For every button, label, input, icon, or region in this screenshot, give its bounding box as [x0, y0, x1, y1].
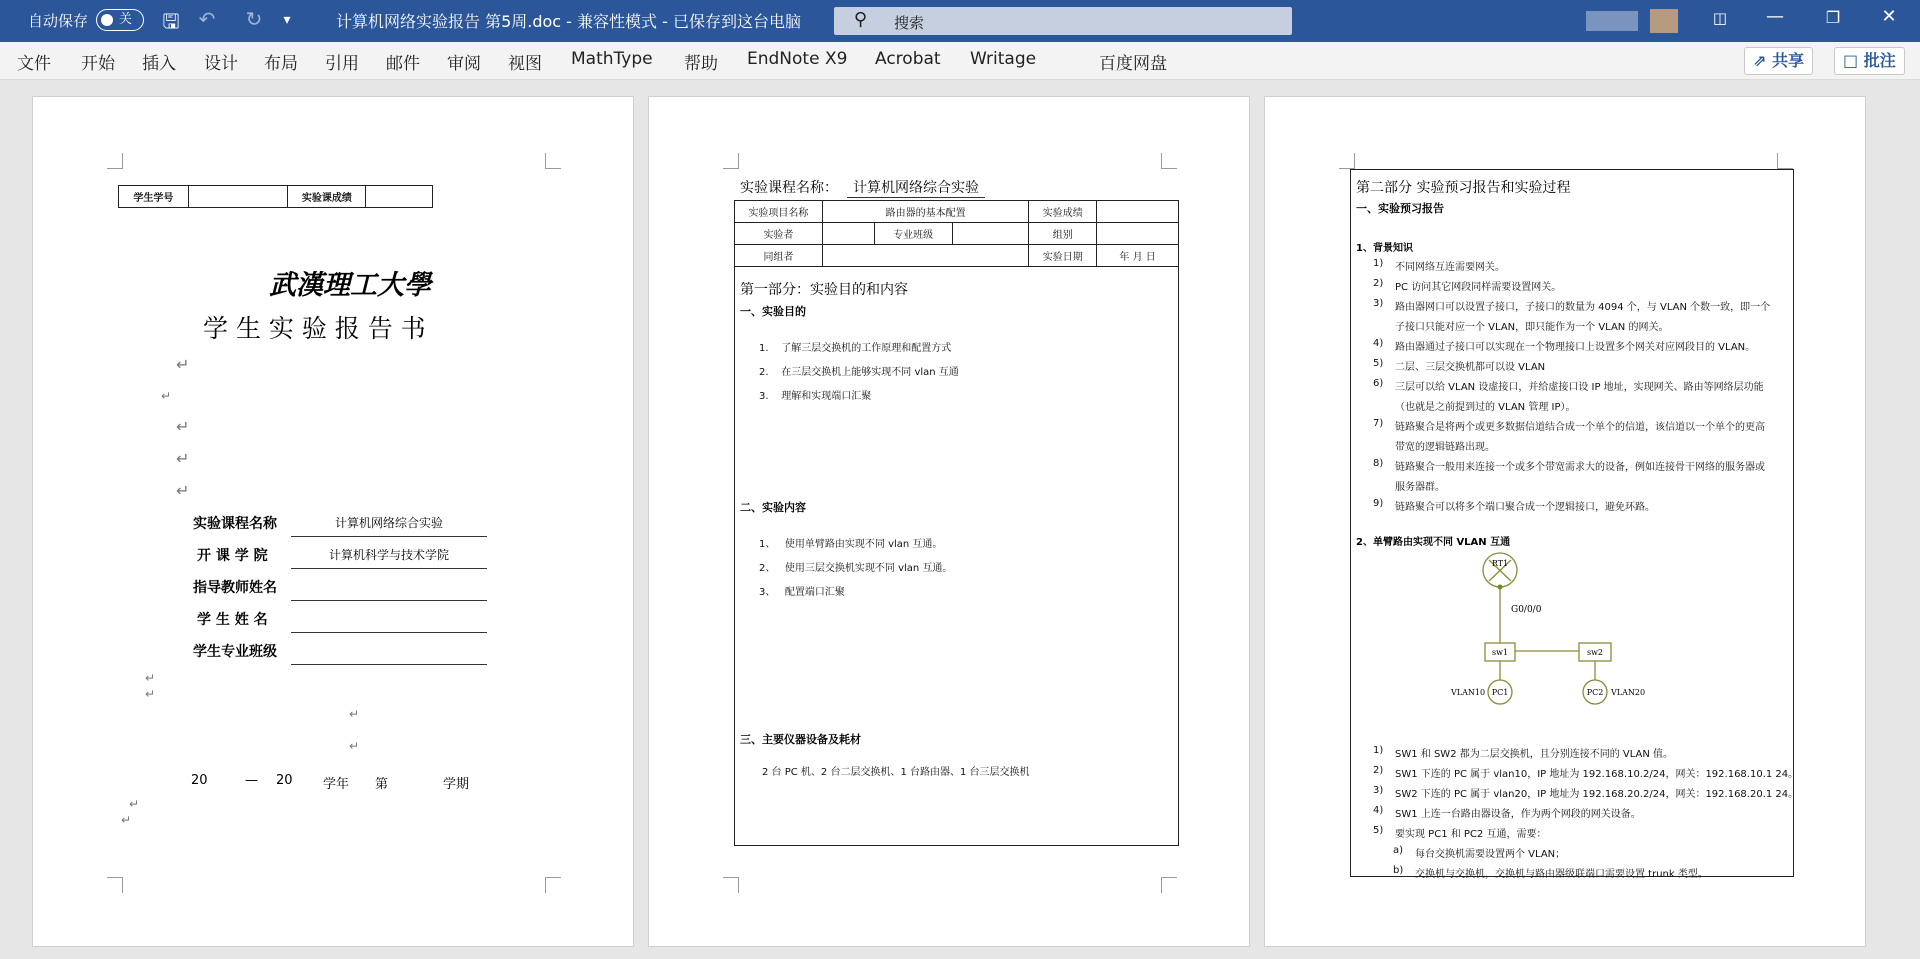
tab-help[interactable]: 帮助 — [684, 54, 718, 74]
list-item: （也就是之前提到过的 VLAN 管理 IP）。 — [1395, 402, 1576, 413]
port-dot — [1498, 585, 1503, 590]
search-placeholder: 搜索 — [894, 14, 925, 32]
list-item: 链路聚合一般用来连接一个或多个带宽需求大的设备，例如连接骨干网络的服务器或 — [1395, 462, 1765, 473]
school-value[interactable]: 计算机科学与技术学院 — [291, 543, 487, 569]
paragraph-mark: ↵ — [176, 417, 190, 436]
background-title: 1、背景知识 — [1356, 243, 1413, 254]
list-item: 服务器群。 — [1395, 482, 1445, 493]
course-label: 实验课程名称： — [740, 180, 838, 196]
vlan10-label: VLAN10 — [1451, 688, 1486, 697]
share-button[interactable]: ⇗ 共享 — [1744, 47, 1813, 75]
crop-mark — [545, 153, 561, 169]
advisor-value[interactable] — [291, 575, 487, 601]
part2-title: 第二部分 实验预习报告和实验过程 — [1356, 180, 1571, 196]
paragraph-mark: ↵ — [176, 449, 190, 468]
list-item: 链路聚合是将两个或更多数据信道结合成一个单个的信道，该信道以一个单个的更高 — [1395, 422, 1765, 433]
list-item: 子接口只能对应一个 VLAN，即只能作为一个 VLAN 的网关。 — [1395, 322, 1669, 333]
ribbon-tabs — [0, 42, 1920, 80]
tab-design[interactable]: 设计 — [204, 54, 238, 74]
page-3[interactable]: 第二部分 实验预习报告和实验过程 一、实验预习报告 1、背景知识 1) 不同网络互连需要网关。 2) PC 访问其它网段同样需要设置网关。 3) 路由器网口可以设置子接口，子接口的数量为 4094 个，与 VLAN 个数一致，即一个 子接口只能对应一个 VLAN，即只能作为一个 VLAN 的网关。 4) 路由器通过子接口可以实现在一个物理接口上设置多个网关对应网段目的 VLAN。 5) 二层、三层交换机都可以设 VLAN 6) 三层可以给 VLAN 设虚接口，并给虚接口设 IP 地址，实现网关、路由等网络层功能 （也就是之前提到过的 VLAN 管理 IP）。 7) 链路聚合是将两个或更多数据信道结合成一个单个的信道，该信道以一个单个的更高 带宽的逻辑链路出现。 8) 链路聚合一般用来连接一个或多个带宽需求大的设备，例如连接骨干网络的服务器或 服务器群。 9) 链路聚合可以将多个端口聚合成一个逻辑接口，避免环路。 2、单臂路由实现不同 VLAN 互通 RT1 G0/0/0 sw1 sw2 PC1 PC2 VLAN10 VLAN20 1) SW1 和 SW2 都为二层交换机，且分别连接不同的 VLAN 值。 2) SW1 下连的 PC 属于 vlan10，IP 地址为 192.168.10.2/24，网关：192.168.10.1 24。 3) SW2 下连的 PC 属于 vlan20，IP 地址为 192.168.20.2/24，网关：192.168.20.1 24。 4) SW1 上连一台路由器设备，作为两个网段的网关设备。 5) 要实现 PC1 和 PC2 互通，需要： a) 每台交换机需要设置两个 VLAN； b) 交换机与交换机，交换机与路由器级联端口需要设置 trunk 类型。 — [1264, 96, 1866, 947]
paragraph-mark: ↵ — [129, 797, 140, 811]
major-class-label: 学生专业班级 — [193, 644, 277, 660]
tab-baidu-netdisk[interactable]: 百度网盘 — [1099, 54, 1167, 74]
sw1-label: sw1 — [1491, 648, 1509, 657]
paragraph-mark: ↵ — [161, 389, 172, 403]
redo-icon[interactable]: ↻ — [245, 7, 263, 31]
autosave-toggle[interactable]: 关 — [96, 9, 144, 31]
list-item: 路由器通过子接口可以实现在一个物理接口上设置多个网关对应网段目的 VLAN。 — [1395, 342, 1756, 353]
tab-acrobat[interactable]: Acrobat — [875, 49, 941, 69]
search-box[interactable] — [834, 7, 1292, 35]
paragraph-mark: ↵ — [349, 707, 360, 721]
crop-mark — [723, 877, 739, 893]
section-equipment-title: 三、主要仪器设备及耗材 — [740, 733, 861, 746]
close-icon[interactable]: ✕ — [1881, 6, 1897, 27]
undo-icon[interactable]: ↶ — [198, 7, 216, 31]
comment-icon: □ — [1843, 51, 1864, 70]
grade-value[interactable] — [366, 186, 433, 208]
crop-mark — [1161, 153, 1177, 169]
share-icon: ⇗ — [1753, 51, 1772, 70]
paragraph-mark: ↵ — [121, 813, 132, 827]
course-name: 计算机网络综合实验 — [847, 177, 985, 198]
grade-label: 实验课成绩 — [288, 186, 366, 208]
paragraph-mark: ↵ — [349, 739, 360, 753]
list-item: 要实现 PC1 和 PC2 互通，需要： — [1395, 829, 1547, 840]
paragraph-mark: ↵ — [176, 355, 190, 374]
list-item: SW1 和 SW2 都为二层交换机，且分别连接不同的 VLAN 值。 — [1395, 749, 1674, 760]
comments-button[interactable]: □ 批注 — [1834, 47, 1905, 75]
purpose-item: 1. 了解三层交换机的工作原理和配置方式 — [759, 343, 952, 354]
tab-endnote[interactable]: EndNote X9 — [747, 49, 848, 69]
purpose-item: 2. 在三层交换机上能够实现不同 vlan 互通 — [759, 367, 959, 378]
list-item: 二层、三层交换机都可以设 VLAN — [1395, 362, 1546, 373]
section-content-title: 二、实验内容 — [740, 501, 806, 514]
autosave-label: 自动保存 — [28, 12, 89, 30]
vlan20-label: VLAN20 — [1611, 688, 1646, 697]
search-icon: ⚲ — [854, 9, 868, 30]
content-item: 1、 使用单臂路由实现不同 vlan 互通。 — [759, 539, 943, 550]
list-item: 交换机与交换机，交换机与路由器级联端口需要设置 trunk 类型。 — [1415, 869, 1708, 880]
list-item: SW1 下连的 PC 属于 vlan10，IP 地址为 192.168.10.2/24，网关：192.168.10.1 24。 — [1395, 769, 1799, 780]
list-item: 带宽的逻辑链路出现。 — [1395, 442, 1495, 453]
paragraph-mark: ↵ — [145, 671, 156, 685]
school-label: 开 课 学 院 — [197, 548, 268, 564]
list-item: 不同网络互连需要网关。 — [1395, 262, 1505, 273]
list-item: 链路聚合可以将多个端口聚合成一个逻辑接口，避免环路。 — [1395, 502, 1655, 513]
list-item: 三层可以给 VLAN 设虚接口，并给虚接口设 IP 地址，实现网关、路由等网络层功能 — [1395, 382, 1764, 393]
router-label: RT1 — [1491, 559, 1509, 568]
report-heading: 学 生 实 验 报 告 书 — [203, 314, 426, 343]
list-item: SW1 上连一台路由器设备，作为两个网段的网关设备。 — [1395, 809, 1641, 820]
list-item: 路由器网口可以设置子接口，子接口的数量为 4094 个，与 VLAN 个数一致，即一个 — [1395, 302, 1771, 313]
avatar[interactable] — [1650, 9, 1678, 33]
university-name: 武漢理工大學 — [269, 270, 431, 301]
crop-mark — [1339, 153, 1355, 169]
experiment-info-table: 实验项目名称 路由器的基本配置 实验成绩 实验者 专业班级 组别 同组者 实验日期 年 月 日 — [734, 200, 1179, 267]
sw2-label: sw2 — [1586, 648, 1604, 657]
page-2[interactable] — [648, 96, 1250, 947]
restore-icon[interactable]: ❐ — [1825, 8, 1841, 27]
content-item: 2、 使用三层交换机实现不同 vlan 互通。 — [759, 563, 953, 574]
paragraph-mark: ↵ — [145, 687, 156, 701]
list-item: 每台交换机需要设置两个 VLAN； — [1415, 849, 1566, 860]
crop-mark — [1777, 153, 1793, 169]
crop-mark — [1161, 877, 1177, 893]
student-name-label: 学 生 姓 名 — [197, 612, 268, 628]
pc1-label: PC1 — [1491, 688, 1509, 697]
preview-report-title: 一、实验预习报告 — [1356, 202, 1444, 215]
port-label: G0/0/0 — [1511, 605, 1542, 615]
student-id-value[interactable] — [188, 186, 288, 208]
list-item: SW2 下连的 PC 属于 vlan20，IP 地址为 192.168.20.2/24，网关：192.168.20.1 24。 — [1395, 789, 1799, 800]
tab-home[interactable]: 开始 — [81, 54, 115, 74]
part1-title: 第一部分：实验目的和内容 — [740, 282, 908, 298]
router-on-stick-title: 2、单臂路由实现不同 VLAN 互通 — [1356, 537, 1511, 548]
crop-mark — [545, 877, 561, 893]
purpose-item: 3. 理解和实现端口汇聚 — [759, 391, 872, 402]
tab-insert[interactable]: 插入 — [142, 54, 176, 74]
student-name-value[interactable] — [291, 607, 487, 633]
content-item: 3、 配置端口汇聚 — [759, 587, 845, 598]
tab-layout[interactable]: 布局 — [264, 54, 298, 74]
crop-mark — [107, 877, 123, 893]
equipment-text: 2 台 PC 机、2 台二层交换机、1 台路由器、1 台三层交换机 — [762, 767, 1030, 778]
course-name-label: 实验课程名称 — [193, 516, 277, 532]
student-id-table — [118, 185, 433, 208]
customize-toolbar-icon[interactable]: ▾ — [283, 12, 291, 28]
save-icon[interactable]: 🖫 — [162, 9, 180, 33]
ribbon-display-options-icon[interactable]: ◫ — [1712, 9, 1728, 27]
pc2-label: PC2 — [1586, 688, 1604, 697]
student-id-label: 学生学号 — [119, 186, 189, 208]
list-item: PC 访问其它网段同样需要设置网关。 — [1395, 282, 1562, 293]
network-topology-diagram — [1415, 552, 1715, 732]
page-1[interactable]: 学生学号 实验课成绩 武漢理工大學 学 生 实 验 报 告 书 ↵ ↵ ↵ ↵ ↵ 实验课程名称 计算机网络综合实验 开 课 学 院 计算机科学与技术学院 指导教师姓名 学 生 姓 名 学生专业班级 ↵ ↵ ↵ ↵ 20 — 20 学年 第 学期 ↵ ↵ — [32, 96, 634, 947]
tab-references[interactable]: 引用 — [325, 54, 359, 74]
tab-view[interactable]: 视图 — [508, 54, 542, 74]
tab-file[interactable]: 文件 — [17, 54, 51, 74]
tab-writage[interactable]: Writage — [970, 49, 1037, 69]
major-class-value[interactable] — [291, 639, 487, 665]
advisor-label: 指导教师姓名 — [193, 580, 277, 596]
crop-mark — [723, 153, 739, 169]
course-name-value[interactable]: 计算机网络综合实验 — [291, 511, 487, 537]
account-name-blurred[interactable] — [1586, 11, 1638, 31]
minimize-icon[interactable]: — — [1766, 6, 1784, 27]
paragraph-mark: ↵ — [176, 481, 190, 500]
crop-mark — [107, 153, 123, 169]
section-purpose-title: 一、实验目的 — [740, 305, 806, 318]
title-bar — [0, 0, 1920, 42]
tab-mathtype[interactable]: MathType — [571, 49, 653, 69]
tab-review[interactable]: 审阅 — [447, 54, 481, 74]
document-title: 计算机网络实验报告 第5周.doc - 兼容性模式 - 已保存到这台电脑 — [336, 12, 801, 31]
tab-mailings[interactable]: 邮件 — [386, 54, 420, 74]
